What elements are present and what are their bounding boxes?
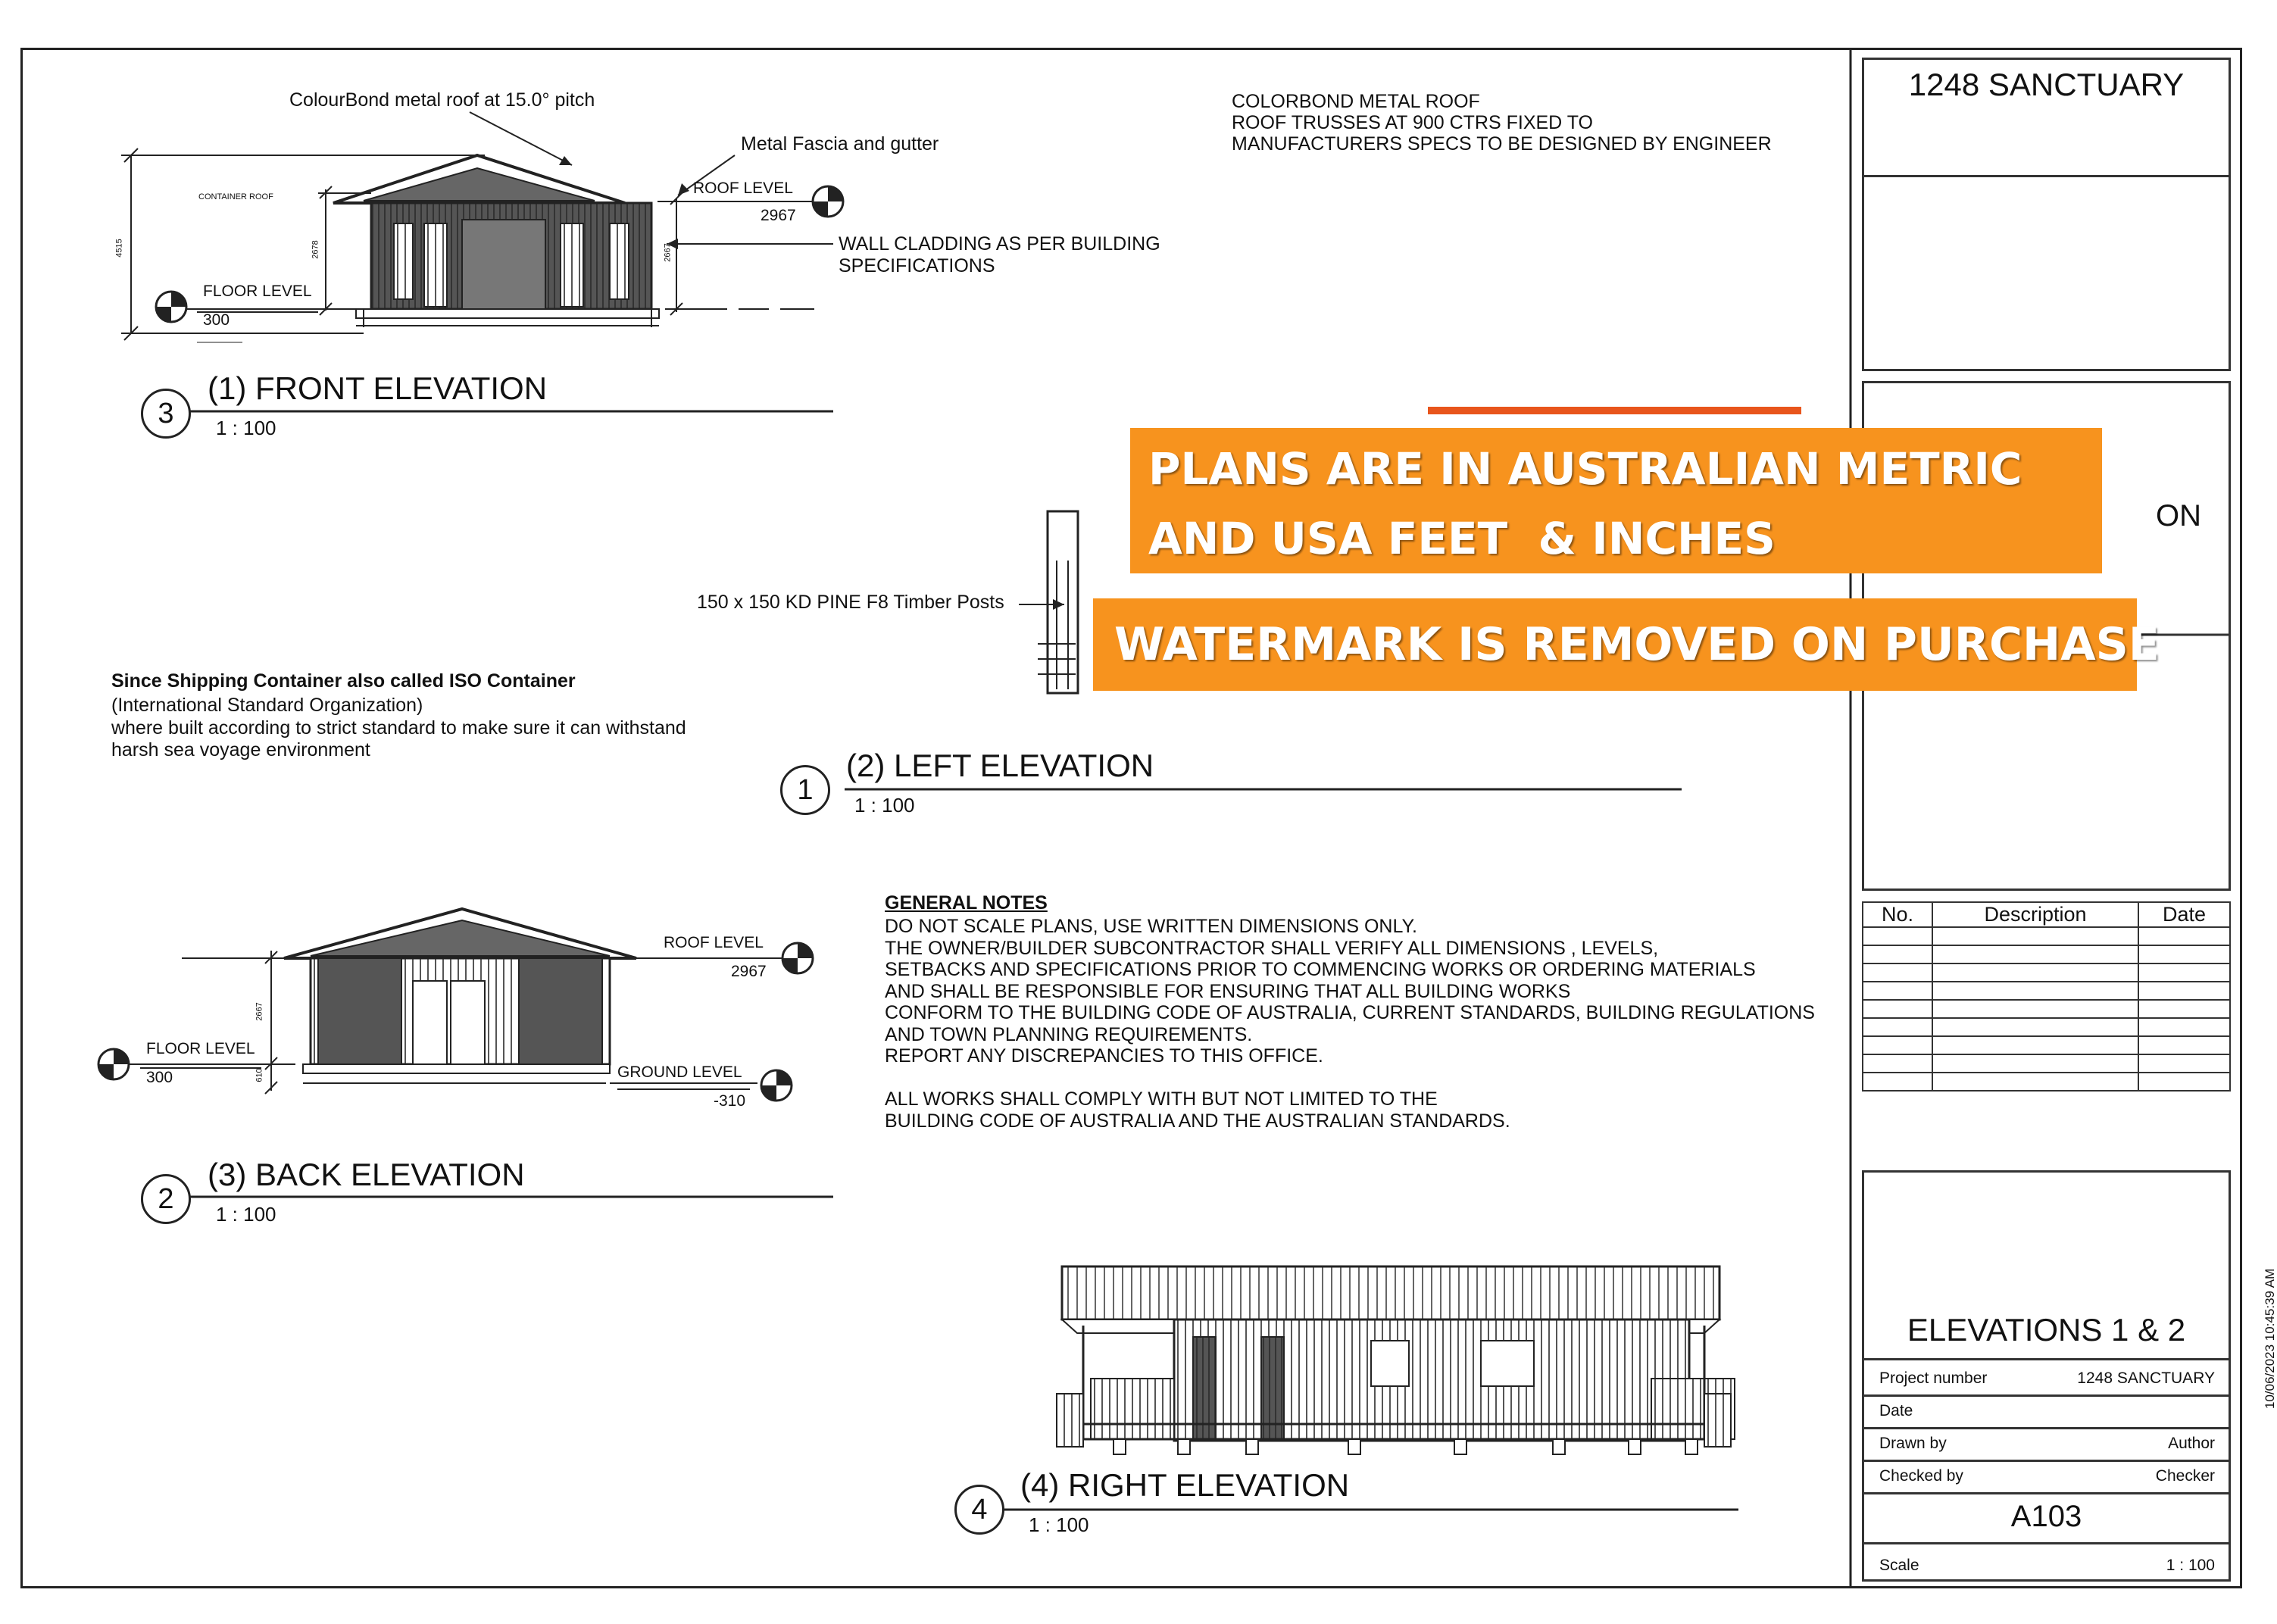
front-container-roof-label: CONTAINER ROOF: [198, 192, 273, 201]
revision-cell: [1932, 1000, 2138, 1018]
back-view-title: (3) BACK ELEVATION: [208, 1157, 525, 1192]
sheet-number: A103: [2010, 1500, 2082, 1533]
revision-cell: [1932, 945, 2138, 963]
revision-cell: [1932, 1036, 2138, 1054]
scale-value: 1 : 100: [2166, 1557, 2215, 1574]
units-banner: PLANS ARE IN AUSTRALIAN METRIC AND USA FEET & INCHES: [1130, 428, 2102, 573]
revision-cell: [2138, 1073, 2230, 1091]
drawing-info-box: [1862, 1170, 2231, 1582]
title-block-label: Checked by: [1879, 1467, 1963, 1485]
plot-timestamp: 10/06/2023 10:45:39 AM: [2263, 1268, 2277, 1409]
back-ground-level-value: -310: [714, 1092, 746, 1110]
front-view-title: (1) FRONT ELEVATION: [208, 370, 548, 406]
revision-row: [1863, 1018, 2230, 1036]
title-block-value: Author: [2168, 1435, 2215, 1452]
title-block-value: Checker: [2155, 1467, 2215, 1485]
revision-row: [1863, 1036, 2230, 1054]
title-block-label: Project number: [1879, 1369, 1988, 1387]
revision-row: [1863, 927, 2230, 945]
revision-cell: [1932, 1018, 2138, 1036]
timber-posts-note: 150 x 150 KD PINE F8 Timber Posts: [697, 592, 1004, 613]
back-roof-level-marker: [782, 943, 813, 973]
revision-cell: [1932, 982, 2138, 1000]
sheet-number-top-divider: [1864, 1492, 2229, 1494]
roof-notes: COLORBOND METAL ROOF ROOF TRUSSES AT 900 CTRS FIXED TO MANUFACTURERS SPECS TO BE DESIGNED BY ENGINEER: [1232, 91, 1772, 155]
right-view-number: 4: [954, 1485, 1004, 1535]
front-dim-overall: 4515: [114, 239, 124, 258]
drawing-title: ELEVATIONS 1 & 2: [1907, 1312, 2186, 1348]
client-box-partial-label: ON: [2156, 499, 2201, 532]
revision-row: [1863, 945, 2230, 963]
revision-cell: [2138, 982, 2230, 1000]
iso-note-heading: Since Shipping Container also called ISO Container: [111, 670, 576, 692]
title-block-label: Drawn by: [1879, 1435, 1947, 1452]
title-block-label: Date: [1879, 1402, 1913, 1419]
right-elevation-drawing: [1057, 1266, 1735, 1454]
revision-cell: [1863, 1000, 1932, 1018]
back-roof-level-label: ROOF LEVEL: [664, 934, 764, 951]
revision-cell: [1863, 1036, 1932, 1054]
front-roof-level-label: ROOF LEVEL: [693, 180, 793, 197]
revision-cell: [1932, 963, 2138, 982]
revision-cell: [1863, 927, 1932, 945]
revision-cell: [1932, 1054, 2138, 1073]
title-block-value: 1248 SANCTUARY: [2077, 1369, 2215, 1387]
revision-cell: [2138, 945, 2230, 963]
revision-col-description: Description: [1932, 902, 2138, 927]
revision-cell: [2138, 1000, 2230, 1018]
front-view-scale: 1 : 100: [216, 417, 276, 439]
right-view-title: (4) RIGHT ELEVATION: [1020, 1467, 1350, 1503]
left-view-scale: 1 : 100: [854, 794, 915, 817]
revision-row: [1863, 982, 2230, 1000]
left-view-title: (2) LEFT ELEVATION: [846, 748, 1154, 783]
title-block-row: [1864, 1362, 2229, 1397]
revision-cell: [1863, 1073, 1932, 1091]
revision-col-date: Date: [2138, 902, 2230, 927]
revision-cell: [2138, 1018, 2230, 1036]
revision-cell: [2138, 1036, 2230, 1054]
front-dim-right: 2667: [663, 243, 673, 262]
front-floor-level-label: FLOOR LEVEL: [203, 283, 312, 300]
sheet-number-bottom-divider: [1864, 1542, 2229, 1544]
revision-row: [1863, 1054, 2230, 1073]
revision-table-header: [1863, 902, 2230, 927]
drawing-title-divider: [1864, 1358, 2229, 1360]
front-floor-level-value: 300: [203, 311, 230, 329]
title-block-row: [1864, 1460, 2229, 1494]
front-fascia-note: Metal Fascia and gutter: [741, 133, 939, 155]
left-elevation-drawing: [1019, 511, 1078, 693]
revision-table-body: [1863, 927, 2230, 1091]
roof-level-marker: [813, 186, 843, 217]
revision-table: [1862, 901, 2231, 1092]
back-ground-level-label: GROUND LEVEL: [617, 1063, 742, 1081]
banner-strip: [1428, 407, 1801, 414]
revision-cell: [2138, 1054, 2230, 1073]
back-roof-level-value: 2967: [731, 963, 767, 980]
revision-col-no: No.: [1863, 902, 1932, 927]
revision-cell: [2138, 963, 2230, 982]
revision-cell: [1863, 945, 1932, 963]
revision-cell: [1863, 1018, 1932, 1036]
back-floor-level-marker: [98, 1049, 129, 1079]
back-view-scale: 1 : 100: [216, 1203, 276, 1226]
project-title-divider: [1864, 175, 2229, 177]
revision-cell: [1863, 982, 1932, 1000]
title-block-row: [1864, 1394, 2229, 1429]
iso-note-body: (International Standard Organization) where built according to strict standard to make sure it can withstand harsh sea voyage environment: [111, 695, 686, 760]
revision-row: [1863, 1073, 2230, 1091]
back-dim-a: 2667: [255, 1002, 264, 1021]
revision-cell: [1863, 963, 1932, 982]
front-view-number: 3: [141, 389, 191, 439]
front-roof-pitch-note: ColourBond metal roof at 15.0° pitch: [289, 89, 595, 111]
project-title: 1248 SANCTUARY: [1908, 67, 2185, 102]
revision-cell: [1863, 1054, 1932, 1073]
back-floor-level-label: FLOOR LEVEL: [146, 1040, 255, 1057]
front-wall-cladding-note: WALL CLADDING AS PER BUILDING SPECIFICATIONS: [839, 233, 1160, 276]
back-floor-level-value: 300: [146, 1069, 173, 1086]
revision-row: [1863, 963, 2230, 982]
general-notes-heading: GENERAL NOTES: [885, 892, 1048, 914]
general-notes-body: DO NOT SCALE PLANS, USE WRITTEN DIMENSIONS ONLY. THE OWNER/BUILDER SUBCONTRACTOR SHALL VERIFY ALL DIMENSIONS , LEVELS, SETBACKS AND SPECIFICATIONS PRIOR TO COMMENCING WORKS OR ORDERING MATERIALS AND SHALL BE RESPONSIBLE FOR ENSURING THAT ALL BUILDING WORKS CONFORM TO THE BUILDING CODE OF AUSTRALIA, CURRENT STANDARDS, BUILDING REGULATIONS AND TOWN PLANNING REQUIREMENTS. REPORT ANY DISCREPANCIES TO THIS OFFICE. ALL WORKS SHALL COMPLY WITH BUT NOT LIMITED TO THE BUILDING CODE OF AUSTRALIA AND THE AUSTRALIAN STANDARDS.: [885, 916, 1815, 1132]
revision-cell: [1932, 927, 2138, 945]
revision-cell: [2138, 927, 2230, 945]
right-view-scale: 1 : 100: [1029, 1513, 1089, 1536]
back-dim-b: 610: [255, 1068, 264, 1082]
front-dim-mid: 2678: [311, 240, 320, 259]
scale-label: Scale: [1879, 1557, 1919, 1574]
floor-level-marker: [156, 292, 186, 322]
back-ground-level-marker: [761, 1070, 792, 1101]
left-view-number: 1: [780, 765, 830, 815]
revision-row: [1863, 1000, 2230, 1018]
watermark-banner: WATERMARK IS REMOVED ON PURCHASE: [1093, 598, 2137, 691]
project-title-box: [1862, 58, 2231, 371]
title-block-row: [1864, 1427, 2229, 1462]
front-elevation-drawing: [121, 112, 843, 342]
front-roof-level-value: 2967: [761, 207, 796, 224]
back-view-number: 2: [141, 1174, 191, 1224]
revision-cell: [1932, 1073, 2138, 1091]
